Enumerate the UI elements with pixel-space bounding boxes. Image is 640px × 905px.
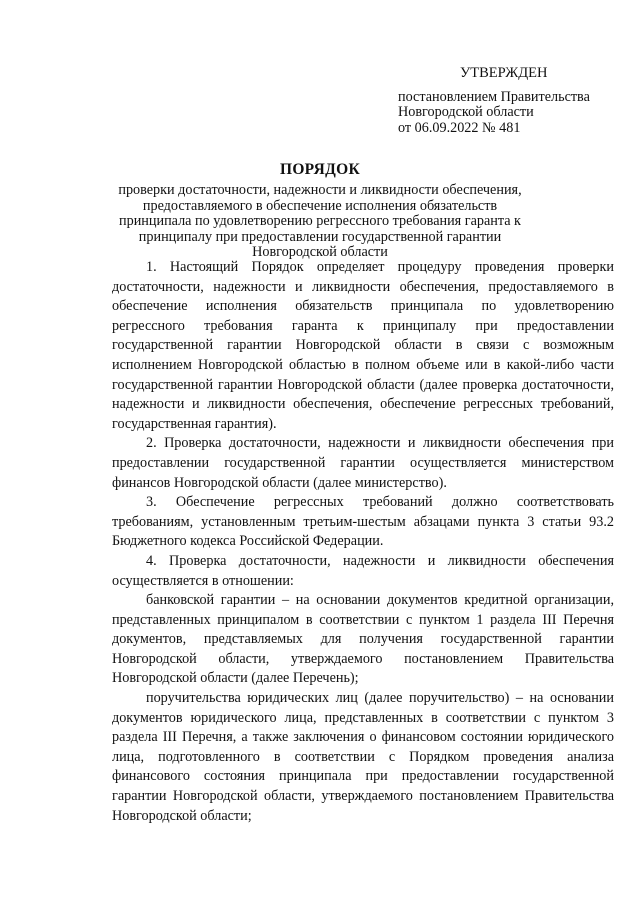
- paragraph-surety: поручительства юридических лиц (далее поручительство) – на основании документов юридического лица, представленных в соответствии с пунктом 3 раздела III Перечня, а также заключения о финансовом состоянии юридического лица, подготовленного в соответствии с Порядком проведения анализа финансового состояния принципала при предоставлении государственной гарантии Новгородской области, утверждаемого постановлением Правительства Новгородской области;: [112, 690, 614, 824]
- document-subtitle: проверки достаточности, надежности и ликвидности обеспечения, предоставляемого в обеспечение исполнения обязательств принципала по удовлетворению регрессного требования гаранта к принципалу при предоставлении государственной гарантии Новгородской области: [118, 182, 522, 260]
- approval-stamp: [398, 66, 628, 136]
- approval-line: Новгородской области: [398, 104, 534, 120]
- approval-heading: УТВЕРЖДЕН: [460, 65, 548, 81]
- paragraph-1: 1. Настоящий Порядок определяет процедуру проведения проверки достаточности, надежности и ликвидности обеспечения, предоставляемого в обеспечение исполнения обязательств принципала по удовлетворению регрессного требования гаранта к принципалу при предоставлении государственной гарантии Новгородской области в связи с возможным исполнением Новгородской областью в полном объеме или в какой-либо части государственной гарантии Новгородской области (далее проверка достаточности, надежности и ликвидности обеспечения, обеспечение регрессных требований, государственная гарантия).: [112, 259, 614, 432]
- approval-date-line: от 06.09.2022 № 481: [398, 119, 521, 136]
- paragraph-bank-guarantee: банковской гарантии – на основании документов кредитной организации, представленных принципалом в соответствии с пунктом 1 раздела III Перечня документов, представляемых для получения государственной гарантии Новгородской области, утверждаемого постановлением Правительства Новгородской области (далее Перечень);: [112, 592, 614, 687]
- document-title: ПОРЯДОК: [279, 161, 361, 178]
- paragraph-3: 3. Обеспечение регрессных требований должно соответствовать требованиям, установленным третьим-шестым абзацами пункта 3 статьи 93.2 Бюджетного кодекса Российской Федерации.: [112, 494, 614, 550]
- approval-line: постановлением Правительства: [398, 88, 590, 105]
- paragraph-2: 2. Проверка достаточности, надежности и ликвидности обеспечения при предоставлении государственной гарантии осуществляется министерством финансов Новгородской области (далее министерство).: [112, 435, 614, 491]
- document-body: [112, 258, 614, 826]
- paragraph-4: 4. Проверка достаточности, надежности и ликвидности обеспечения осуществляется в отношении:: [112, 552, 614, 589]
